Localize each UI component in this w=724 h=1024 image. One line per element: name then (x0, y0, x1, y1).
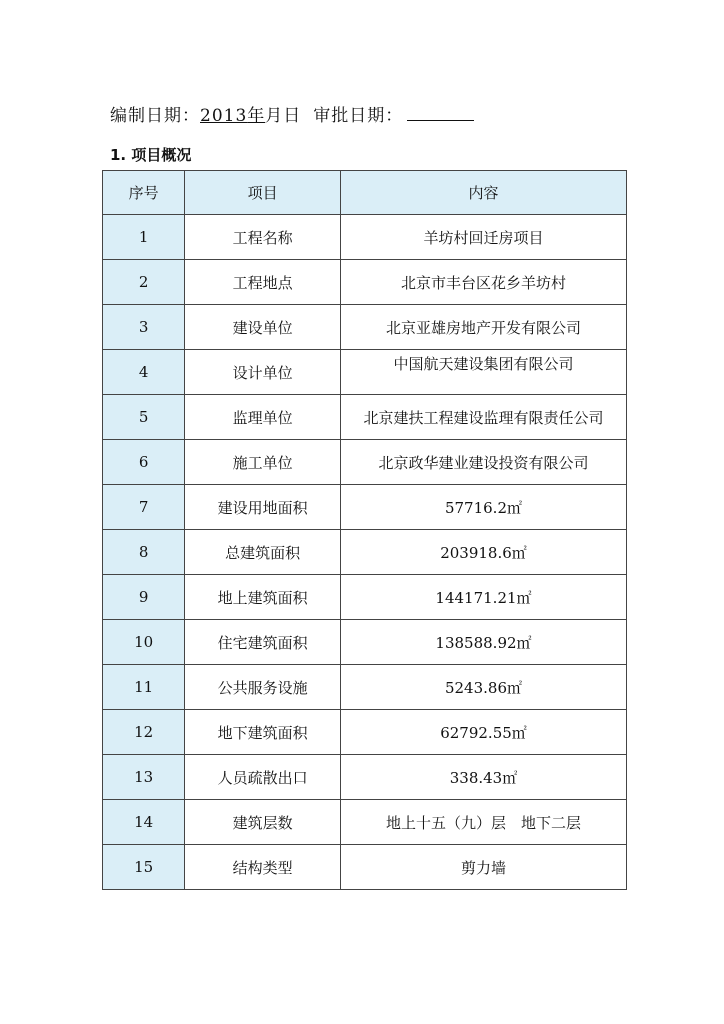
row-content: 剪力墙 (340, 845, 626, 890)
row-no: 4 (103, 350, 185, 395)
header-item: 项目 (185, 171, 341, 215)
project-overview-table (102, 170, 627, 890)
row-no: 13 (103, 755, 185, 800)
approved-date-label: 审批日期： (313, 106, 404, 126)
row-content: 203918.6㎡ (340, 530, 626, 575)
header-content: 内容 (340, 171, 626, 215)
row-no: 5 (103, 395, 185, 440)
row-content: 144171.21㎡ (340, 575, 626, 620)
approved-date-blank (407, 108, 474, 121)
row-no: 3 (103, 305, 185, 350)
table-row (103, 710, 627, 755)
table-row (103, 215, 627, 260)
row-item: 监理单位 (185, 395, 341, 440)
row-item: 工程名称 (185, 215, 341, 260)
section-title: 1. 项目概况 (110, 146, 192, 164)
table-row (103, 260, 627, 305)
row-item: 公共服务设施 (185, 665, 341, 710)
table-row (103, 530, 627, 575)
header-no: 序号 (103, 171, 185, 215)
row-content: 北京市丰台区花乡羊坊村 (340, 260, 626, 305)
row-no: 2 (103, 260, 185, 305)
table-row (103, 575, 627, 620)
row-content: 羊坊村回迁房项目 (340, 215, 626, 260)
row-content (340, 350, 626, 395)
row-item: 工程地点 (185, 260, 341, 305)
row-content: 62792.55㎡ (340, 710, 626, 755)
row-item: 地上建筑面积 (185, 575, 341, 620)
row-item: 建设用地面积 (185, 485, 341, 530)
row-content: 北京亚雄房地产开发有限公司 (340, 305, 626, 350)
table-row (103, 755, 627, 800)
row-content: 57716.2㎡ (340, 485, 626, 530)
prepared-year-unit: 年 (247, 106, 266, 126)
row-no: 14 (103, 800, 185, 845)
row-content: 北京政华建业建设投资有限公司 (340, 440, 626, 485)
row-content: 138588.92㎡ (340, 620, 626, 665)
prepared-year: 2013 (200, 106, 248, 126)
table-row (103, 350, 627, 395)
row-no: 1 (103, 215, 185, 260)
table-row (103, 845, 627, 890)
table-row (103, 665, 627, 710)
table-row (103, 305, 627, 350)
prepared-month-unit: 月 (265, 106, 284, 126)
table-row (103, 395, 627, 440)
prepared-day-unit: 日 (283, 106, 302, 126)
table-header-row (103, 171, 627, 215)
row-no: 9 (103, 575, 185, 620)
row-no: 8 (103, 530, 185, 575)
row-content-text: 中国航天建设集团有限公司 (393, 354, 574, 373)
row-item: 总建筑面积 (185, 530, 341, 575)
row-content: 338.43㎡ (340, 755, 626, 800)
row-item: 施工单位 (185, 440, 341, 485)
row-item: 人员疏散出口 (185, 755, 341, 800)
row-item: 地下建筑面积 (185, 710, 341, 755)
row-no: 7 (103, 485, 185, 530)
prepared-date-label: 编制日期： (110, 106, 200, 126)
table-row (103, 620, 627, 665)
row-no: 11 (103, 665, 185, 710)
table-row (103, 485, 627, 530)
row-content: 5243.86㎡ (340, 665, 626, 710)
row-no: 10 (103, 620, 185, 665)
row-item: 住宅建筑面积 (185, 620, 341, 665)
row-no: 6 (103, 440, 185, 485)
row-no: 15 (103, 845, 185, 890)
row-item: 设计单位 (185, 350, 341, 395)
table-row (103, 800, 627, 845)
row-item: 建筑层数 (185, 800, 341, 845)
table-row (103, 440, 627, 485)
row-item: 结构类型 (185, 845, 341, 890)
row-item: 建设单位 (185, 305, 341, 350)
row-content: 地上十五（九）层 地下二层 (340, 800, 626, 845)
row-content: 北京建扶工程建设监理有限责任公司 (340, 395, 626, 440)
date-header (110, 101, 474, 126)
row-no: 12 (103, 710, 185, 755)
